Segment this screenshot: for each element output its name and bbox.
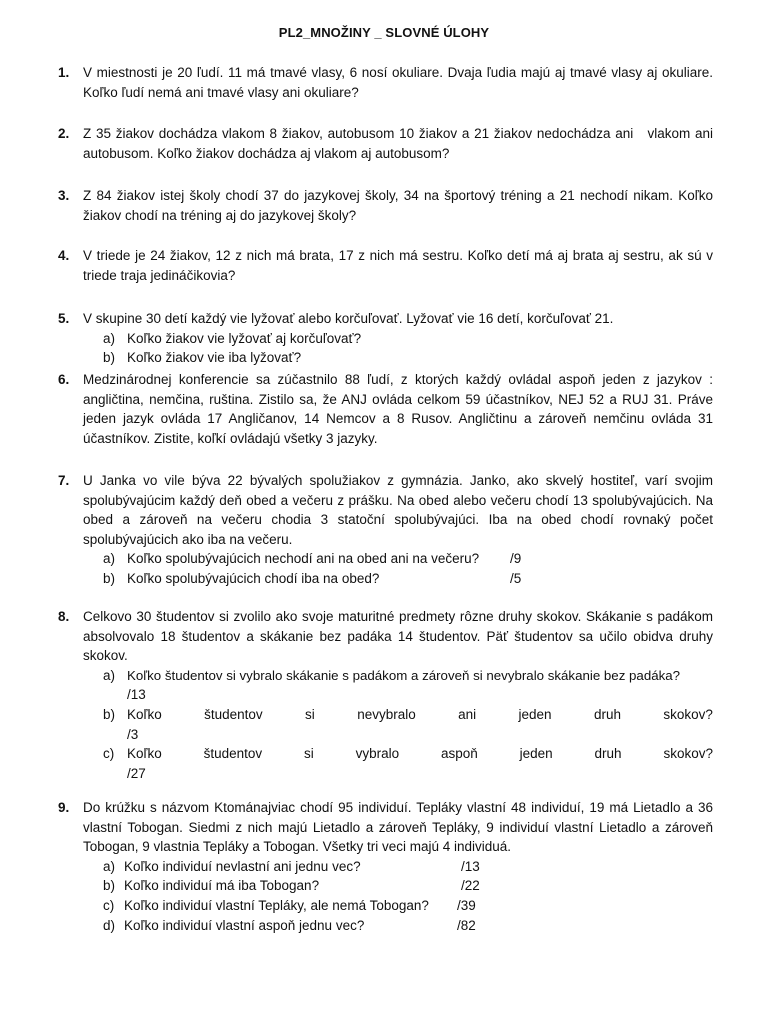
problem-number: 5.	[58, 311, 70, 326]
subquestions	[103, 329, 713, 368]
subquestion-text	[127, 744, 713, 764]
problem-text: Celkovo 30 študentov si zvolilo ako svoje maturitné predmety rôzne druhy skokov. Skákanie s padákom absolvovalo 18 študentov a skákanie bez padáka 14 študentov. Päť študentov sa učilo obidva druhy skokov.	[83, 609, 713, 664]
word: ani	[458, 706, 477, 722]
problem-text: V miestnosti je 20 ľudí. 11 má tmavé vlasy, 6 nosí okuliare. Dvaja ľudia majú aj tmavé vlasy aj okuliare. Koľko ľudí nemá ani tmavé vlasy ani okuliare?	[83, 65, 713, 100]
problem-number: 1.	[58, 65, 70, 80]
subquestion-text: Koľko individuí vlastní Tepláky, ale nemá Tobogan?	[124, 897, 429, 913]
subquestion	[103, 569, 713, 589]
word: Koľko	[127, 746, 162, 762]
subquestion	[103, 916, 713, 936]
problem-text: V skupine 30 detí každý vie lyžovať alebo korčuľovať. Lyžovať vie 16 detí, korčuľovať 21.	[83, 311, 614, 326]
subquestion-label: a)	[103, 330, 116, 346]
word: si	[303, 746, 314, 762]
points-label: /27	[127, 765, 146, 781]
subquestion-text: Koľko žiakov vie lyžovať aj korčuľovať?	[127, 330, 362, 346]
subquestion-label: d)	[103, 917, 116, 933]
subquestions	[103, 666, 713, 784]
points-label: /13	[461, 858, 480, 874]
word: si	[305, 706, 315, 722]
word: vybralo	[355, 746, 400, 762]
word: Koľko	[127, 706, 162, 722]
word: študentov	[203, 746, 263, 762]
problem-number: 3.	[58, 188, 70, 203]
subquestion-label: b)	[103, 350, 116, 366]
subquestion	[103, 744, 713, 783]
subquestion-label: b)	[103, 706, 116, 722]
problem-number: 4.	[58, 248, 70, 263]
word: skokov?	[663, 746, 713, 762]
page-title: PL2_MNOŽINY _ SLOVNÉ ÚLOHY	[278, 25, 490, 40]
word: študentov	[204, 706, 263, 722]
subquestion-text: Koľko spolubývajúcich chodí iba na obed?	[127, 570, 380, 586]
problem-number: 7.	[58, 473, 70, 488]
subquestion-label: c)	[103, 746, 115, 762]
subquestion-label: a)	[103, 551, 116, 567]
word: jeden	[519, 746, 553, 762]
subquestion	[103, 549, 713, 569]
subquestion-label: b)	[103, 878, 116, 894]
word: druh	[593, 706, 621, 722]
problem-number: 2.	[58, 126, 70, 141]
problem-text: Z 84 žiakov istej školy chodí 37 do jazykovej školy, 34 na športový tréning a 21 nechodí nikam. Koľko žiakov chodí na tréning aj do jazykovej školy?	[83, 188, 713, 223]
word: druh	[594, 746, 622, 762]
points-label: /82	[457, 917, 476, 933]
word: aspoň	[440, 746, 478, 762]
problem-number: 6.	[58, 372, 70, 387]
subquestion	[103, 857, 713, 877]
subquestion-text: Koľko žiakov vie iba lyžovať?	[127, 350, 302, 366]
points-label: /9	[510, 551, 522, 567]
points-label: /5	[510, 570, 522, 586]
problem-text: V triede je 24 žiakov, 12 z nich má brata, 17 z nich má sestru. Koľko detí má aj brata aj sestru, ak sú v triede traja jedináčikovia?	[83, 248, 713, 283]
word: nevybralo	[357, 706, 416, 722]
subquestion-text: Koľko individuí má iba Tobogan?	[124, 878, 320, 894]
subquestion	[103, 705, 713, 744]
problem-text: Medzinárodnej konferencie sa zúčastnilo 88 ľudí, z ktorých každý ovládal aspoň jeden z jazykov : angličtina, nemčina, ruština. Zistilo sa, že ANJ ovláda celkom 59 účastníkov, NEJ 52 a RUJ 31. Práve jeden jazyk ovláda 17 Angličanov, 14 Nemcov a 8 Rusov. Angličtinu a zároveň nemčinu ovláda 31 účastníkov. Zistite, koľkí ovládajú všetky 3 jazyky.	[83, 372, 713, 446]
subquestion-text: Koľko individuí vlastní aspoň jednu vec?	[124, 917, 365, 933]
subquestion	[103, 876, 713, 896]
subquestion	[103, 348, 713, 368]
problem-number: 9.	[58, 800, 70, 815]
points-label: /39	[457, 897, 476, 913]
subquestion	[103, 896, 713, 916]
problem-text: Z 35 žiakov dochádza vlakom 8 žiakov, autobusom 10 žiakov a 21 žiakov nedochádza ani vlakom ani autobusom. Koľko žiakov dochádza aj vlakom aj autobusom?	[83, 126, 717, 161]
word: jeden	[518, 706, 552, 722]
problem-number: 8.	[58, 609, 70, 624]
subquestions	[103, 549, 713, 588]
subquestion-text	[127, 705, 713, 725]
subquestion-label: c)	[103, 897, 115, 913]
subquestion	[103, 666, 713, 705]
subquestion-text: Koľko spolubývajúcich nechodí ani na obed ani na večeru?	[127, 551, 480, 567]
subquestion-text: Koľko študentov si vybralo skákanie s padákom a zároveň si nevybralo skákanie bez padáka?	[127, 667, 681, 683]
points-label: /22	[461, 878, 480, 894]
subquestions	[103, 857, 713, 935]
subquestion-text: Koľko individuí nevlastní ani jednu vec?	[124, 858, 361, 874]
word: skokov?	[663, 706, 713, 722]
subquestion-label: a)	[103, 667, 116, 683]
problem-text: U Janka vo vile býva 22 bývalých spolužiakov z gymnázia. Janko, ako skvelý hostiteľ, varí svojim spolubývajúcim každý deň obed a večeru z prášku. Na obed alebo večeru chodí 13 spolubývajúcich. Na obed a zároveň na večeru chodia 3 statoční spolubývajúci. Iba na obed chodí rovnaký počet spolubývajúcich ako iba na večeru.	[83, 473, 713, 547]
subquestion-label: a)	[103, 858, 116, 874]
points-label: /3	[127, 726, 139, 742]
subquestion	[103, 329, 713, 349]
points-label: /13	[127, 687, 146, 703]
subquestion-label: b)	[103, 570, 116, 586]
problem-text: Do krúžku s názvom Ktománajviac chodí 95 individuí. Tepláky vlastní 48 individuí, 19 má Lietadlo a 36 vlastní Tobogan. Siedmi z nich majú Lietadlo a zároveň Tepláky, 9 individuí vlastní Lietadlo a zároveň Tobogan, 9 vlastnia Tepláky a Tobogan. Všetky tri veci majú 4 individuá.	[83, 800, 713, 855]
